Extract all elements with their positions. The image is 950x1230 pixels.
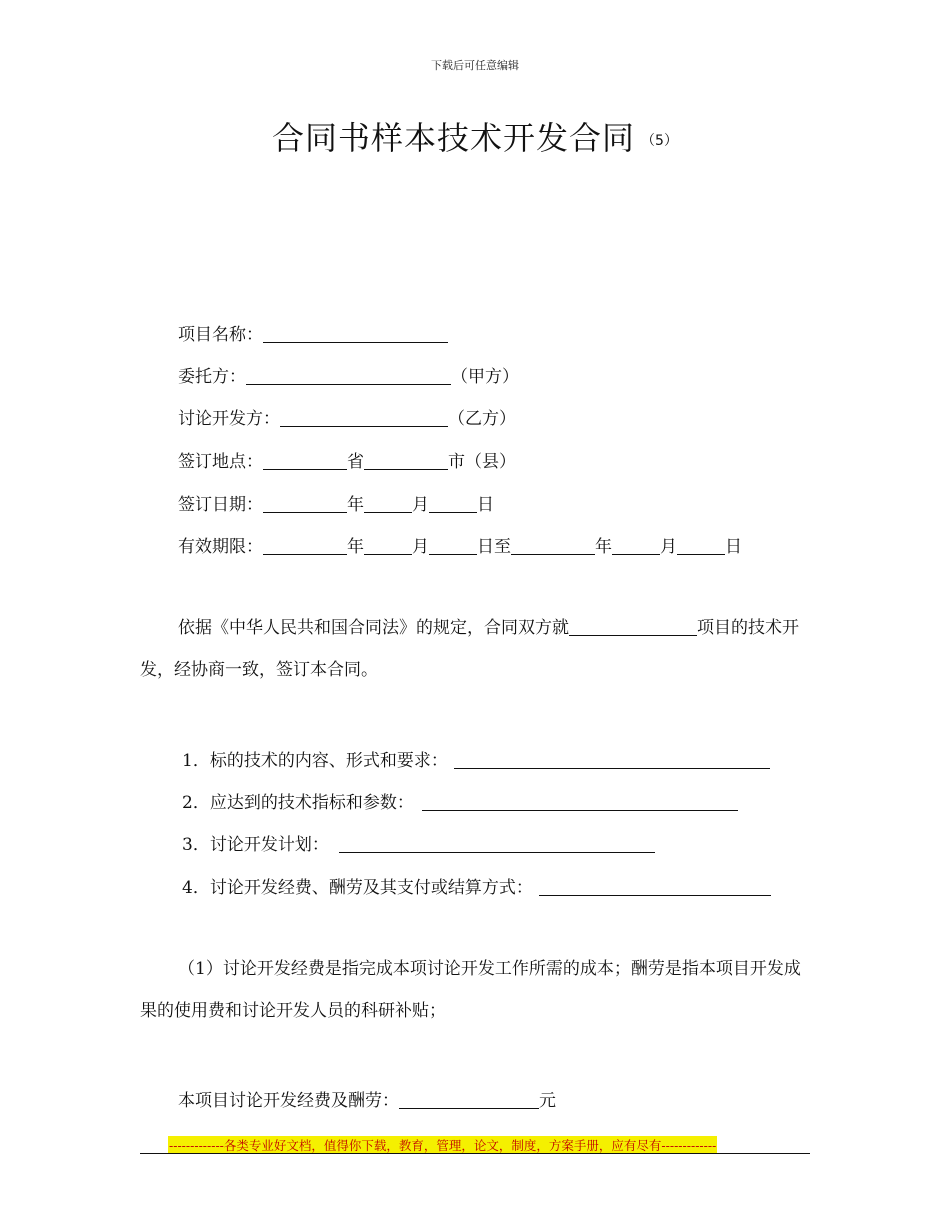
footer-divider [140,1153,810,1154]
from-month-blank [364,538,412,555]
intro-part2: 项目的技术开发，经协商一致，签订本合同。 [140,618,799,680]
fee-line [178,1086,556,1111]
to-day-label: 日至 [477,537,511,557]
fee-blank [399,1092,539,1109]
item-1 [182,746,770,771]
page-header: 下载后可任意编辑 [431,59,519,72]
item-2-blank [422,794,738,811]
year-blank [263,496,347,513]
project-name-blank [263,326,448,343]
from-year-blank [263,538,347,555]
to-year-blank [511,538,595,555]
from-month-label: 月 [412,537,429,557]
footer-banner: -------------各类专业好文档，值得你下载，教育，管理，论文，制度，方案手册，应有尽有------------- [169,1138,717,1153]
developer-label: 讨论开发方： [178,409,280,429]
from-day-blank [429,538,477,555]
item-4-text: 4．讨论开发经费、酬劳及其支付或结算方式： [182,878,533,898]
fee-label: 本项目讨论开发经费及酬劳： [178,1091,399,1111]
field-date [178,490,494,515]
document-title [0,113,950,159]
item-2-text: 2．应达到的技术指标和参数： [182,793,414,813]
province-label: 省 [347,452,364,472]
to-day-blank [677,538,725,555]
fee-unit: 元 [539,1091,556,1111]
intro-paragraph [140,607,812,691]
field-place [178,447,516,472]
month-label: 月 [412,495,429,515]
title-main: 合同书样本技术开发合同 [272,119,636,157]
to-month-blank [612,538,660,555]
field-validity [178,532,742,557]
client-label: 委托方： [178,367,246,387]
project-name-label: 项目名称： [178,325,263,345]
date-label: 签订日期： [178,495,263,515]
validity-label: 有效期限： [178,537,263,557]
day-blank [429,496,477,513]
month-blank [364,496,412,513]
intro-project-blank [569,619,697,636]
item-3-text: 3．讨论开发计划： [182,835,329,855]
party-a-label: （甲方） [451,367,519,387]
to-month-label: 月 [660,537,677,557]
field-project-name [178,320,448,345]
item-3 [182,830,655,855]
place-label: 签订地点： [178,452,263,472]
province-blank [263,453,347,470]
item-4 [182,873,771,898]
item-1-text: 1．标的技术的内容、形式和要求： [182,751,448,771]
item-3-blank [339,836,655,853]
field-client [178,362,519,387]
city-label: 市（县） [448,452,516,472]
title-suffix: （5） [641,133,678,149]
item-2 [182,788,738,813]
field-developer [178,404,516,429]
item-1-blank [454,752,770,769]
day-label: 日 [477,495,494,515]
intro-part1: 依据《中华人民共和国合同法》的规定，合同双方就 [178,618,569,638]
clause-1: （1）讨论开发经费是指完成本项讨论开发工作所需的成本；酬劳是指本项目开发成果的使用费和讨论开发人员的科研补贴； [140,959,801,1021]
client-blank [246,368,451,385]
party-b-label: （乙方） [448,409,516,429]
year-label: 年 [347,495,364,515]
city-blank [364,453,448,470]
to-day-end-label: 日 [725,537,742,557]
developer-blank [280,410,448,427]
to-year-label: 年 [595,537,612,557]
item-4-blank [539,879,771,896]
from-year-label: 年 [347,537,364,557]
